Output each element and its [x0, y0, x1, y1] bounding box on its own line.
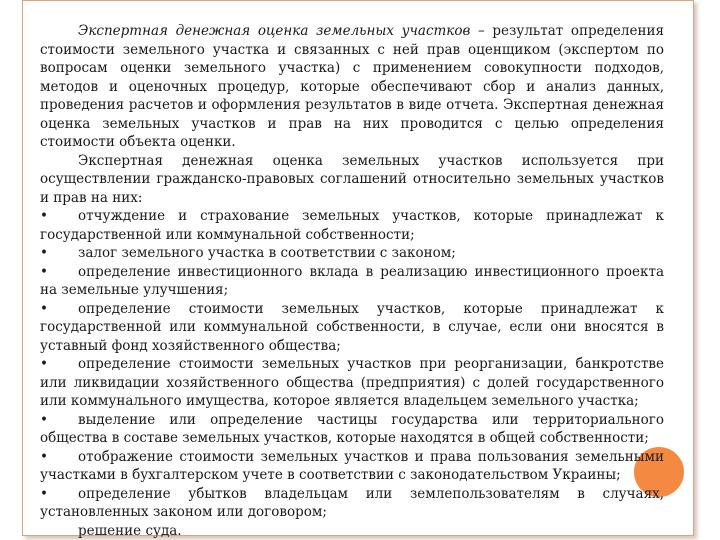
bullet-item: [40, 448, 664, 485]
bullet-item: [40, 355, 664, 411]
bullet-mark: •: [40, 448, 48, 465]
document-body: [40, 22, 664, 540]
bullet-text: залог земельного участка в соответствии с законом;: [78, 245, 456, 261]
bullet-item: [40, 244, 664, 263]
bullet-mark: •: [40, 356, 48, 372]
intro-text: – результат определения стоимости земельного участка и связанных с ней прав оценщиком (экспертом по вопросам оценки земельного участка) с применением совокупности подходов, методов и оценочных процедур, которые обеспечивают сбор и анализ данных, проведения расчетов и оформления результатов в виде отчета. Экспертная денежная оценка земельных участков и прав на них проводится с целью определения стоимости объекта оценки.: [40, 23, 664, 150]
bullet-text: выделение или определение частицы государства или территориального общества в составе земельных участков, которые находятся в общей собственности;: [40, 411, 664, 446]
bullet-text: отчуждение и страхование земельных участков, которые принадлежат к государственной или коммунальной собственности;: [40, 208, 664, 243]
bullet-item: [40, 300, 664, 356]
bullet-mark: •: [40, 485, 48, 502]
intro-italic-term: Экспертная денежная оценка земельных участков: [78, 23, 471, 39]
usage-paragraph: Экспертная денежная оценка земельных участков используется при осуществлении гражданско-правовых соглашений относительно земельных участков и прав на них:: [40, 152, 664, 206]
closing-line: решение суда.: [78, 522, 182, 539]
bullet-text: определение стоимости земельных участков, которые принадлежат к государственной или коммунальной собственности, в случае, если они вносятся в уставный фонд хозяйственного общества;: [40, 300, 664, 354]
bullet-mark: •: [40, 245, 48, 261]
bullet-item: [40, 411, 664, 448]
bullet-item: [40, 263, 664, 300]
bullet-item: [40, 207, 664, 244]
bullet-mark: •: [40, 411, 48, 428]
bullet-text: определение стоимости земельных участков при реорганизации, банкротстве или ликвидации хозяйственного общества (предприятия) с долей государственного или коммунального имущества, которое является владельцем земельного участка;: [40, 356, 664, 409]
intro-paragraph: [40, 22, 664, 152]
bullet-text: определение убытков владельцам или землепользователям в случаях, установленных законом или договором;: [40, 485, 664, 520]
bullet-mark: •: [40, 263, 48, 280]
bullet-text: отображение стоимости земельных участков и права пользования земельными участками в бухгалтерском учете в соответствии с законодательством Украины;: [40, 448, 664, 483]
bullet-item: [40, 485, 664, 522]
bullet-mark: •: [40, 300, 48, 317]
bullet-text: определение инвестиционного вклада в реализацию инвестиционного проекта на земельные улучшения;: [40, 263, 664, 298]
bullet-mark: •: [40, 208, 48, 224]
